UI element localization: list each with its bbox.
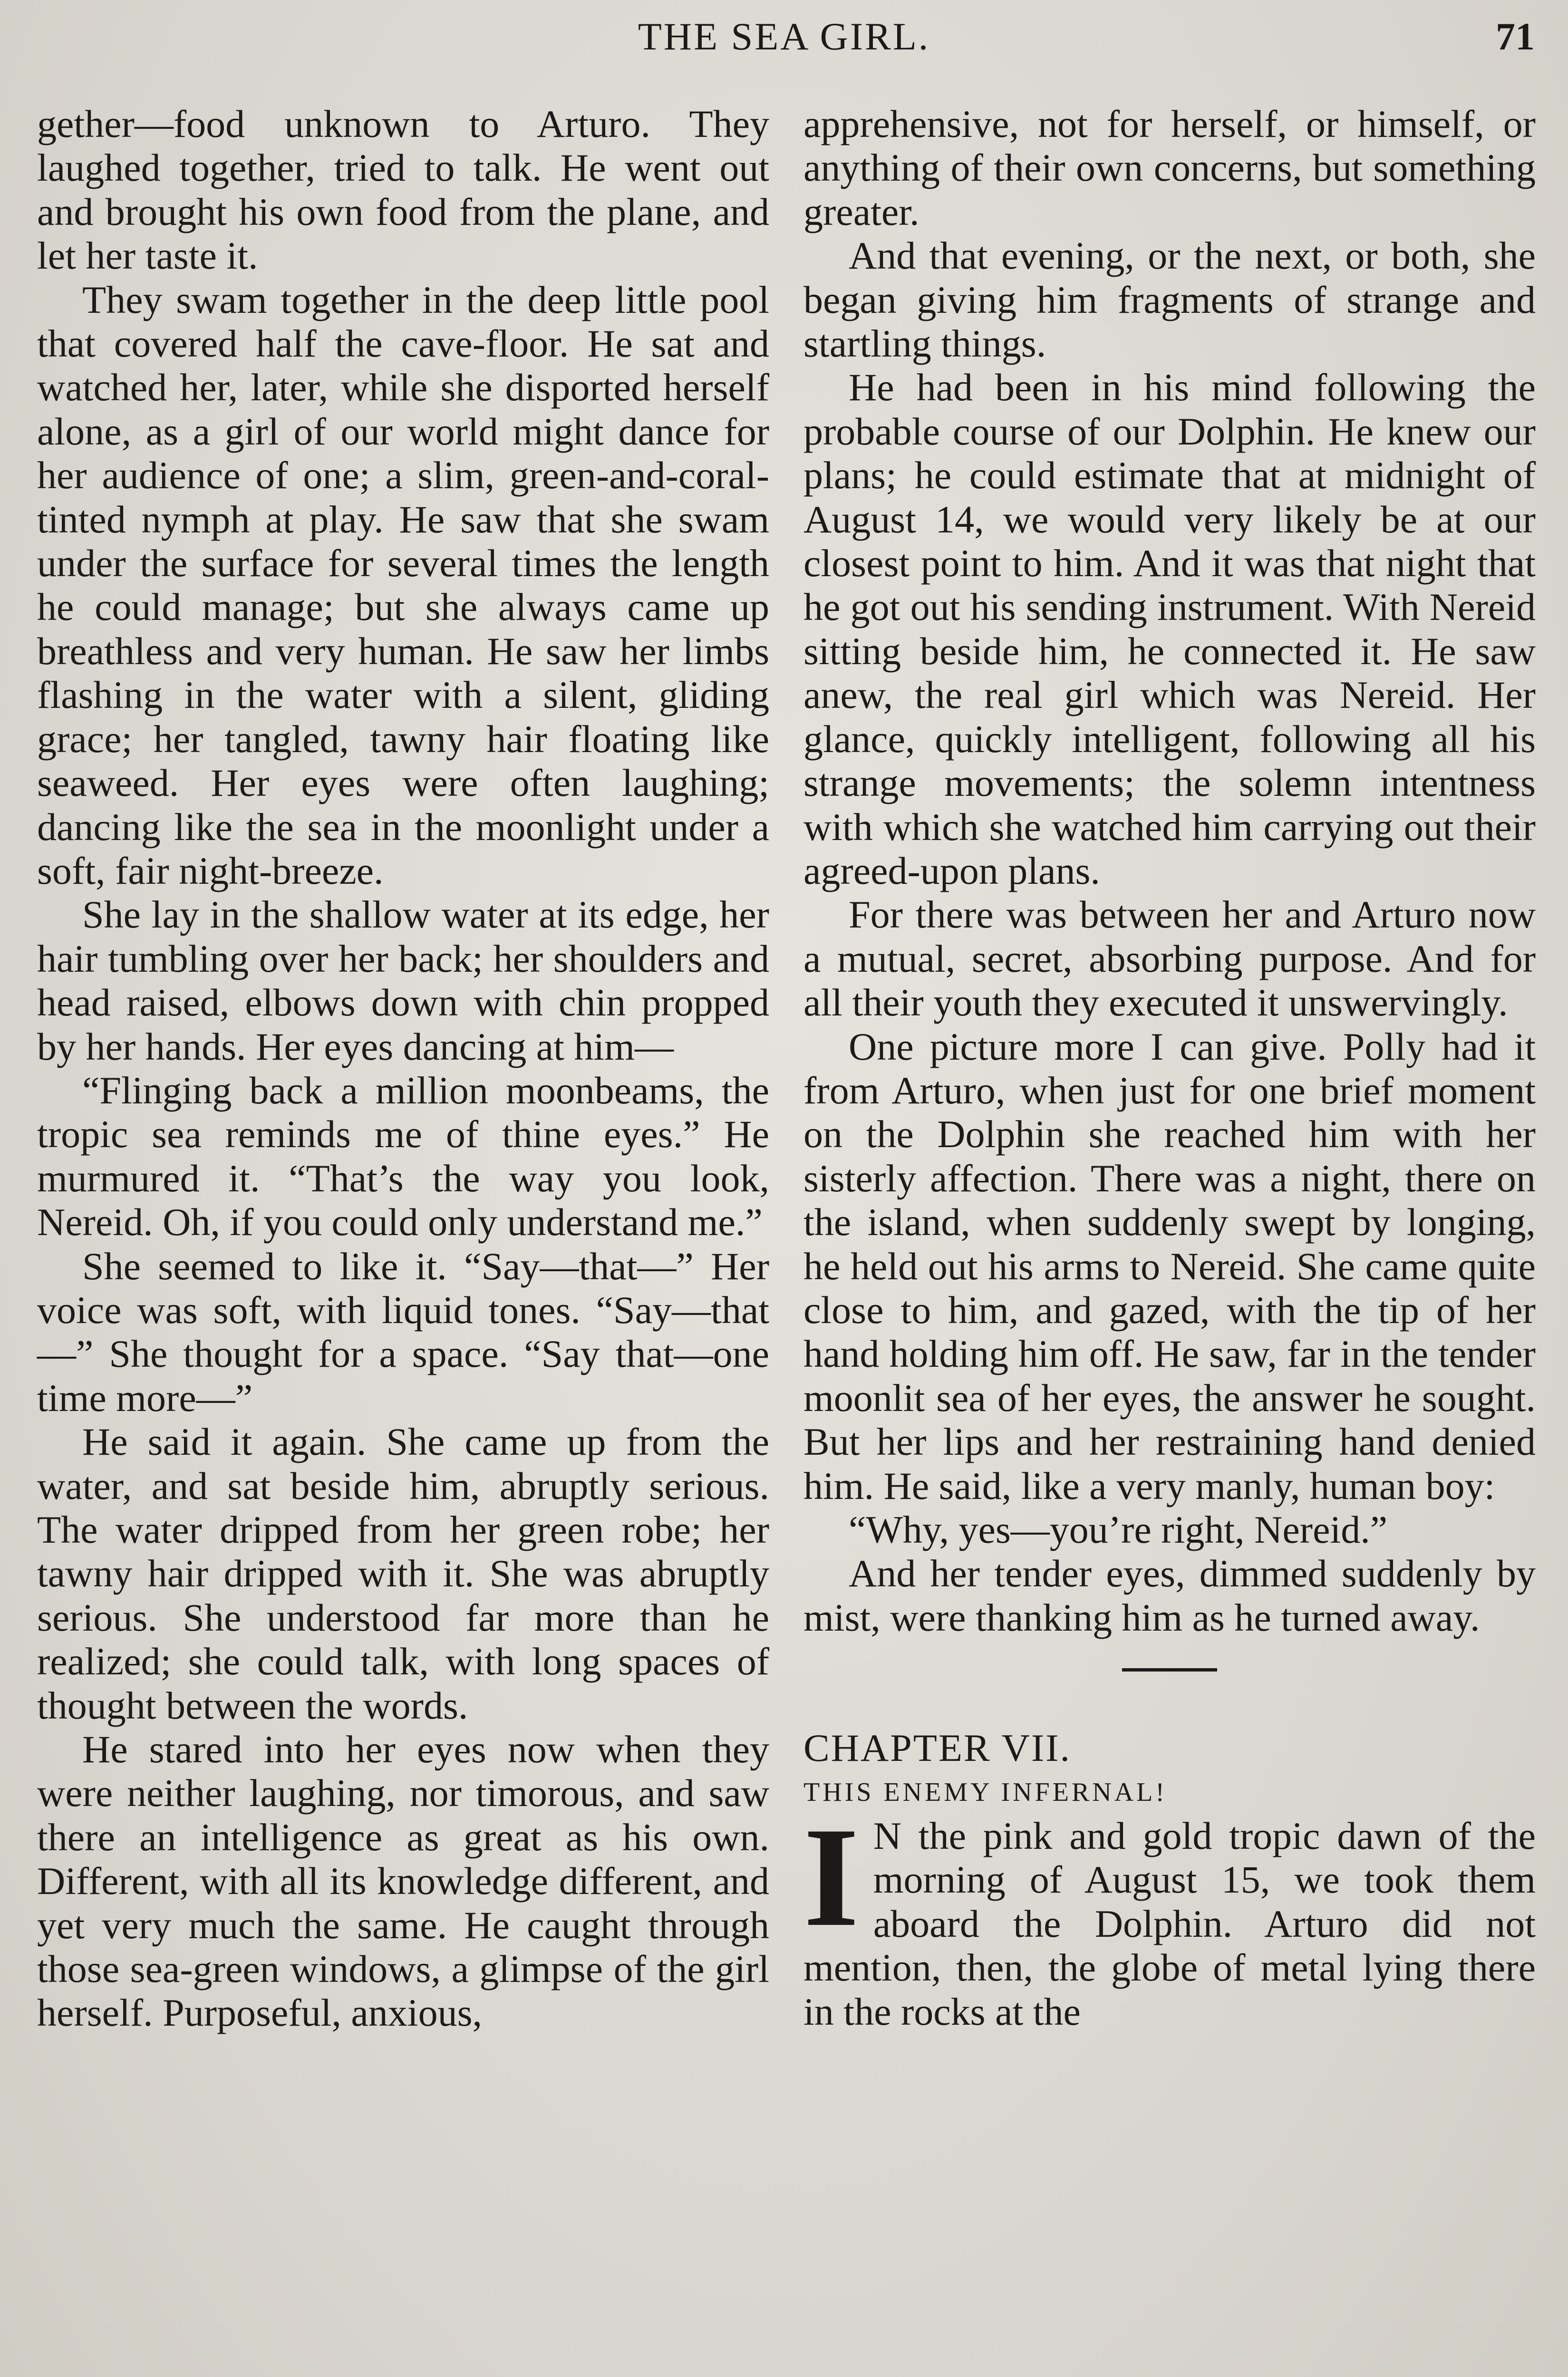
- paragraph: For there was between her and Arturo now a mutual, secret, absorbing purpose. And for all their youth they executed it unswervingly.: [803, 893, 1536, 1024]
- paragraph: He stared into her eyes now when they were neither laughing, nor timorous, and saw there an intelligence as great as his own. Different, with all its knowledge different, and yet very much the same. He caught through those sea-green windows, a glimpse of the girl herself. Purposeful, anxious,: [37, 1728, 769, 2035]
- paragraph: They swam together in the deep little pool that covered half the cave-floor. He sat and watched her, later, while she disported herself alone, as a girl of our world might dance for her audience of one; a slim, green-and-coral-tinted nymph at play. He saw that she swam under the surface for several times the length he could manage; but she always came up breathless and very human. He saw her limbs flashing in the water with a silent, gliding grace; her tangled, tawny hair floating like seaweed. Her eyes were often laughing; dancing like the sea in the moonlight under a soft, fair night-breeze.: [37, 278, 769, 892]
- paragraph: And that evening, or the next, or both, she began giving him fragments of strange and startling things.: [803, 234, 1536, 366]
- paragraph: gether—food unknown to Arturo. They laughed together, tried to talk. He went out and brought his own food from the plane, and let her taste it.: [37, 102, 769, 278]
- page-header: [0, 14, 1568, 67]
- left-column: [37, 102, 769, 2035]
- drop-cap: I: [803, 1798, 859, 1956]
- paragraph: One picture more I can give. Polly had it from Arturo, when just for one brief moment on the Dolphin she reached him with her sisterly affection. There was a night, there on the island, when suddenly swept by longing, he held out his arms to Nereid. She came quite close to him, and gazed, with the tip of her hand holding him off. He saw, far in the tender moonlit sea of her eyes, the answer he sought. But her lips and her restraining hand denied him. He said, like a very manly, human boy:: [803, 1024, 1536, 1507]
- paragraph: And her tender eyes, dimmed suddenly by mist, were thanking him as he turned away.: [803, 1552, 1536, 1639]
- paragraph: “Flinging back a million moonbeams, the tropic sea reminds me of thine eyes.” He murmured it. “That’s the way you look, Nereid. Oh, if you could only understand me.”: [37, 1068, 769, 1244]
- paragraph: She lay in the shallow water at its edge, her hair tumbling over her back; her shoulders and head raised, elbows down with chin propped by her hands. Her eyes dancing at him—: [37, 893, 769, 1068]
- chapter-opening-text: N the pink and gold tropic dawn of the morning of August 15, we took them aboard the Dolphin. Arturo did not mention, then, the globe of metal lying there in the rocks at the: [803, 1814, 1536, 2033]
- chapter-opening: [803, 1798, 1536, 2034]
- paragraph: apprehensive, not for herself, or himself, or anything of their own concerns, but something greater.: [803, 102, 1536, 233]
- section-divider: [1122, 1668, 1217, 1672]
- paragraph: He said it again. She came up from the water, and sat beside him, abruptly serious. The water dripped from her green robe; her tawny hair dripped with it. She was abruptly serious. She understood far more than he realized; she could talk, with long spaces of thought between the words.: [37, 1420, 769, 1727]
- running-title: THE SEA GIRL.: [638, 15, 930, 58]
- page-number: 71: [1496, 15, 1535, 58]
- paragraph: “Why, yes—you’re right, Nereid.”: [849, 1508, 1388, 1551]
- chapter-subtitle: THIS ENEMY INFERNAL!: [803, 1777, 1167, 1807]
- paragraph: He had been in his mind following the probable course of our Dolphin. He knew our plans; he could estimate that at midnight of August 14, we would very likely be at our closest point to him. And it was that night that he got out his sending instrument. With Nereid sitting beside him, he connected it. He saw anew, the real girl which was Nereid. Her glance, quickly intelligent, following all his strange movements; the solemn intentness with which she watched him carrying out their agreed-upon plans.: [803, 366, 1536, 892]
- chapter-heading: CHAPTER VII.: [803, 1726, 1071, 1770]
- paragraph: She seemed to like it. “Say—that—” Her voice was soft, with liquid tones. “Say—that—” She thought for a space. “Say that—one time more—”: [37, 1244, 769, 1420]
- right-column: [803, 102, 1536, 2034]
